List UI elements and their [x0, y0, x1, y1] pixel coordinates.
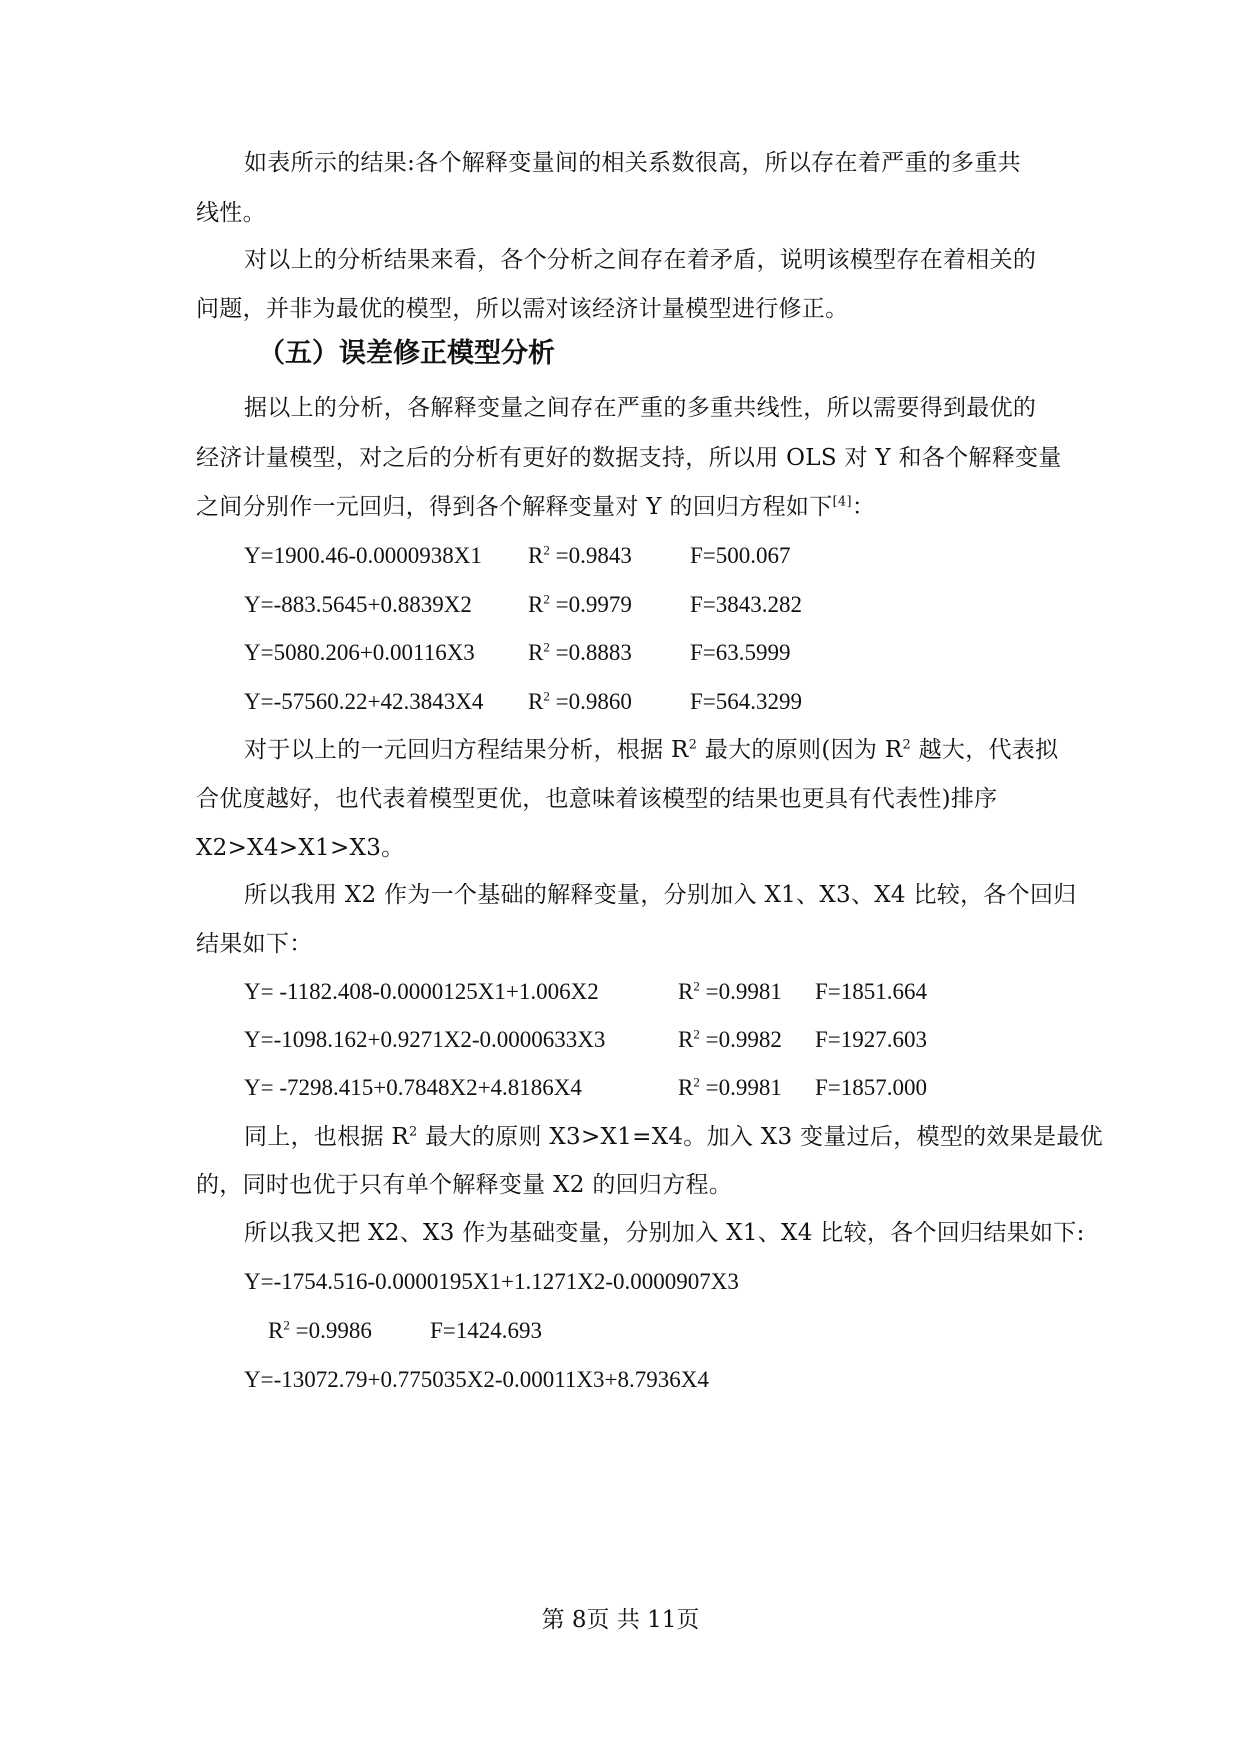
equation: Y=-57560.22+42.3843X4 [244, 689, 484, 714]
three-var-r-squared-1: $R^2 =0.9986$ [268, 1317, 372, 1343]
page-footer: 第 8页 共 11页 [541, 1607, 700, 1633]
equation: Y= -7298.415+0.7848X2+4.8186X4 [244, 1075, 582, 1100]
paragraph-3-line-2: 经济计量模型，对之后的分析有更好的数据支持，所以用 OLS 对 Y 和各个解释变量 [196, 445, 1062, 471]
equation: Y=1900.46-0.0000938X1 [244, 543, 482, 568]
equation: Y=-1098.162+0.9271X2-0.0000633X3 [244, 1027, 606, 1052]
paragraph-5-line-1: 所以我用 X2 作为一个基础的解释变量，分别加入 X1、X3、X4 比较，各个回归 [244, 882, 1077, 908]
paragraph-7-line-1: 所以我又把 X2、X3 作为基础变量，分别加入 X1、X4 比较，各个回归结果如下: [244, 1220, 1085, 1246]
paragraph-3-line-3 [196, 492, 1096, 522]
paragraph-5-line-2: 结果如下： [196, 931, 313, 957]
three-var-f-statistic-1: F=1424.693 [430, 1318, 543, 1343]
equation: Y=-883.5645+0.8839X2 [244, 592, 472, 617]
paragraph-3-text: 之间分别作一元回归，得到各个解释变量对 Y 的回归方程如下 [196, 494, 833, 520]
citation-ref: [4] [832, 494, 852, 510]
paragraph-2-line-2: 问题，并非为最优的模型，所以需对该经济计量模型进行修正。 [196, 296, 849, 322]
paragraph-1-line-2: 线性。 [196, 200, 266, 226]
three-var-equation-1: Y=-1754.516-0.0000195X1+1.1271X2-0.0000907X3 [244, 1269, 739, 1294]
f-statistic: F=1851.664 [815, 979, 928, 1004]
paragraph-4-line-2: 合优度越好，也代表着模型更优，也意味着该模型的结果也更具有代表性)排序 [196, 786, 998, 812]
paragraph-3-line-1: 据以上的分析，各解释变量之间存在严重的多重共线性，所以需要得到最优的 [244, 395, 1037, 421]
paragraph-4-line-3: X2>X4>X1>X3。 [196, 835, 405, 861]
equation: Y=5080.206+0.00116X3 [244, 640, 475, 665]
paragraph-3-tail: ： [851, 494, 876, 520]
f-statistic: F=3843.282 [690, 592, 803, 617]
paragraph-4-line-1: 对于以上的一元回归方程结果分析，根据 $R^2$ 最大的原则(因为 $R^2$ 越大，代表拟 [244, 737, 1059, 763]
r-squared: $R^2 =0.9843$ [528, 542, 632, 568]
r-squared: $R^2 =0.9979$ [528, 591, 632, 617]
r-squared: $R^2 =0.9981$ [678, 1074, 782, 1100]
f-statistic: F=564.3299 [690, 689, 803, 714]
r-squared: $R^2 =0.9982$ [678, 1026, 782, 1052]
f-statistic: F=1857.000 [815, 1075, 928, 1100]
paragraph-1-line-1: 如表所示的结果:各个解释变量间的相关系数很高，所以存在着严重的多重共 [244, 150, 1021, 176]
paragraph-6-line-2: 的，同时也优于只有单个解释变量 X2 的回归方程。 [196, 1172, 733, 1198]
r-squared: $R^2 =0.9860$ [528, 688, 632, 714]
f-statistic: F=63.5999 [690, 640, 791, 665]
paragraph-6-line-1: 同上，也根据 $R^2$ 最大的原则 X3>X1=X4。加入 X3 变量过后，模型的效果是最优 [244, 1124, 1103, 1150]
r-squared: $R^2 =0.9981$ [678, 978, 782, 1004]
f-statistic: F=500.067 [690, 543, 791, 568]
section-heading: （五）误差修正模型分析 [258, 338, 555, 369]
paragraph-2-line-1: 对以上的分析结果来看，各个分析之间存在着矛盾，说明该模型存在着相关的 [244, 247, 1037, 273]
equation: Y= -1182.408-0.0000125X1+1.006X2 [244, 979, 599, 1004]
three-var-equation-2: Y=-13072.79+0.775035X2-0.00011X3+8.7936X4 [244, 1367, 709, 1392]
f-statistic: F=1927.603 [815, 1027, 928, 1052]
r-squared: $R^2 =0.8883$ [528, 639, 632, 665]
